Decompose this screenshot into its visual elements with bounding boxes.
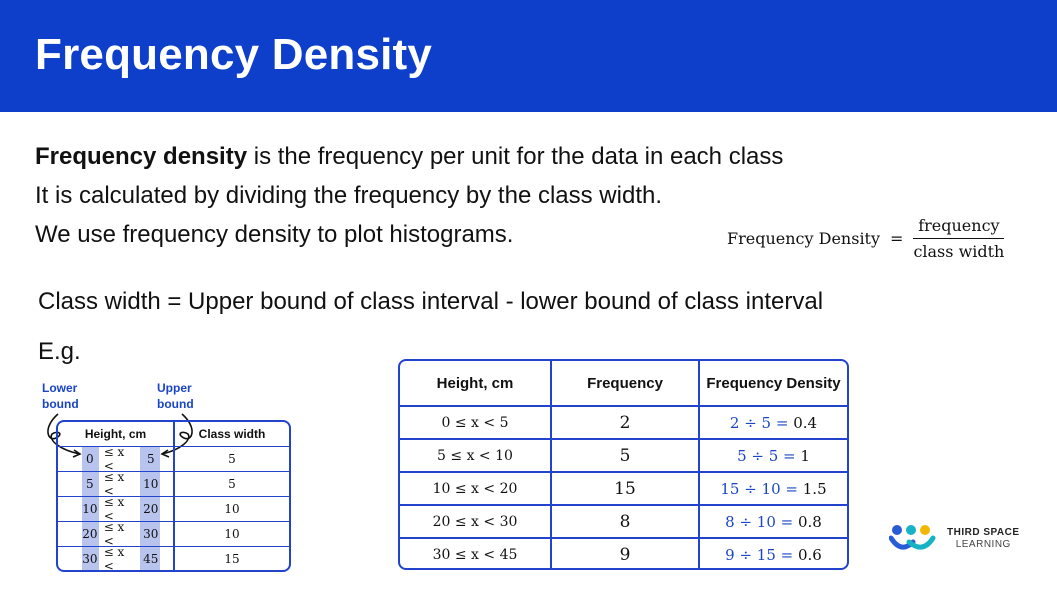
class-width-header: Class width	[198, 427, 266, 441]
class-width-cell: 5	[228, 452, 236, 466]
interval-cell: 5 ≤ x < 10	[400, 440, 552, 471]
table-row: 0 ≤ x < 5 5	[58, 446, 289, 471]
height-header: Height, cm	[400, 361, 552, 405]
class-width-definition: Class width = Upper bound of class interval - lower bound of class interval	[38, 288, 824, 315]
logo-line-1: THIRD SPACE	[947, 527, 1020, 538]
formula-denominator: class width	[913, 241, 1005, 261]
density-cell: 9 ÷ 15 = 0.6	[725, 545, 822, 564]
class-width-cell: 5	[228, 477, 236, 491]
formula-equals: =	[890, 228, 904, 248]
definition-text: is the frequency per unit for the data in each class	[247, 143, 784, 170]
table-row	[400, 405, 847, 438]
frequency-density-header: Frequency Density	[706, 374, 841, 392]
table-row	[400, 537, 847, 570]
upper-bound-label: Upper bound	[157, 381, 194, 411]
table-row	[400, 438, 847, 471]
interval-cell: 20 ≤ x < 30	[400, 506, 552, 537]
class-width-cell: 10	[224, 527, 240, 541]
third-space-learning-logo	[889, 524, 1020, 554]
formula-lhs: Frequency Density	[727, 228, 881, 248]
frequency-cell: 5	[552, 440, 700, 471]
frequency-cell: 9	[552, 539, 700, 570]
density-cell: 8 ÷ 10 = 0.8	[725, 512, 822, 531]
table-row: 20 ≤ x < 30 10	[58, 521, 289, 546]
density-cell: 2 ÷ 5 = 0.4	[729, 413, 818, 432]
interval-cell: 0 ≤ x < 5	[400, 407, 552, 438]
definition-term: Frequency density	[35, 143, 248, 170]
logo-icon	[889, 524, 937, 554]
class-width-table	[56, 420, 291, 572]
table-row: 5 ≤ x < 10 5	[58, 471, 289, 496]
frequency-cell: 2	[552, 407, 700, 438]
height-header: Height, cm	[58, 422, 175, 446]
table-header-row	[58, 422, 289, 446]
calculation-line: It is calculated by dividing the frequency by the class width.	[35, 182, 662, 209]
class-width-cell: 10	[224, 502, 240, 516]
logo-line-2: LEARNING	[955, 539, 1011, 550]
interval-cell: 30 ≤ x < 45	[400, 539, 552, 570]
lower-bound-label: Lower bound	[42, 381, 79, 411]
usage-line: We use frequency density to plot histograms.	[35, 221, 514, 248]
frequency-cell: 8	[552, 506, 700, 537]
table-row: 10 ≤ x < 20 10	[58, 496, 289, 521]
interval-cell: 10 ≤ x < 20	[400, 473, 552, 504]
header-bar	[0, 0, 1057, 112]
definition-line	[35, 143, 783, 171]
class-width-cell: 15	[224, 552, 240, 566]
frequency-header: Frequency	[552, 361, 700, 405]
formula-numerator: frequency	[918, 215, 1000, 235]
example-label: E.g.	[38, 338, 81, 365]
frequency-density-table	[398, 359, 849, 570]
density-cell: 15 ÷ 10 = 1.5	[720, 479, 827, 498]
table-row	[400, 504, 847, 537]
page-title: Frequency Density	[35, 30, 433, 79]
density-cell: 5 ÷ 5 = 1	[737, 446, 810, 465]
frequency-density-formula	[727, 212, 1004, 264]
table-header-row	[400, 361, 847, 405]
frequency-cell: 15	[552, 473, 700, 504]
table-row: 30 ≤ x < 45 15	[58, 546, 289, 571]
table-row	[400, 471, 847, 504]
formula-fraction	[913, 216, 1004, 261]
